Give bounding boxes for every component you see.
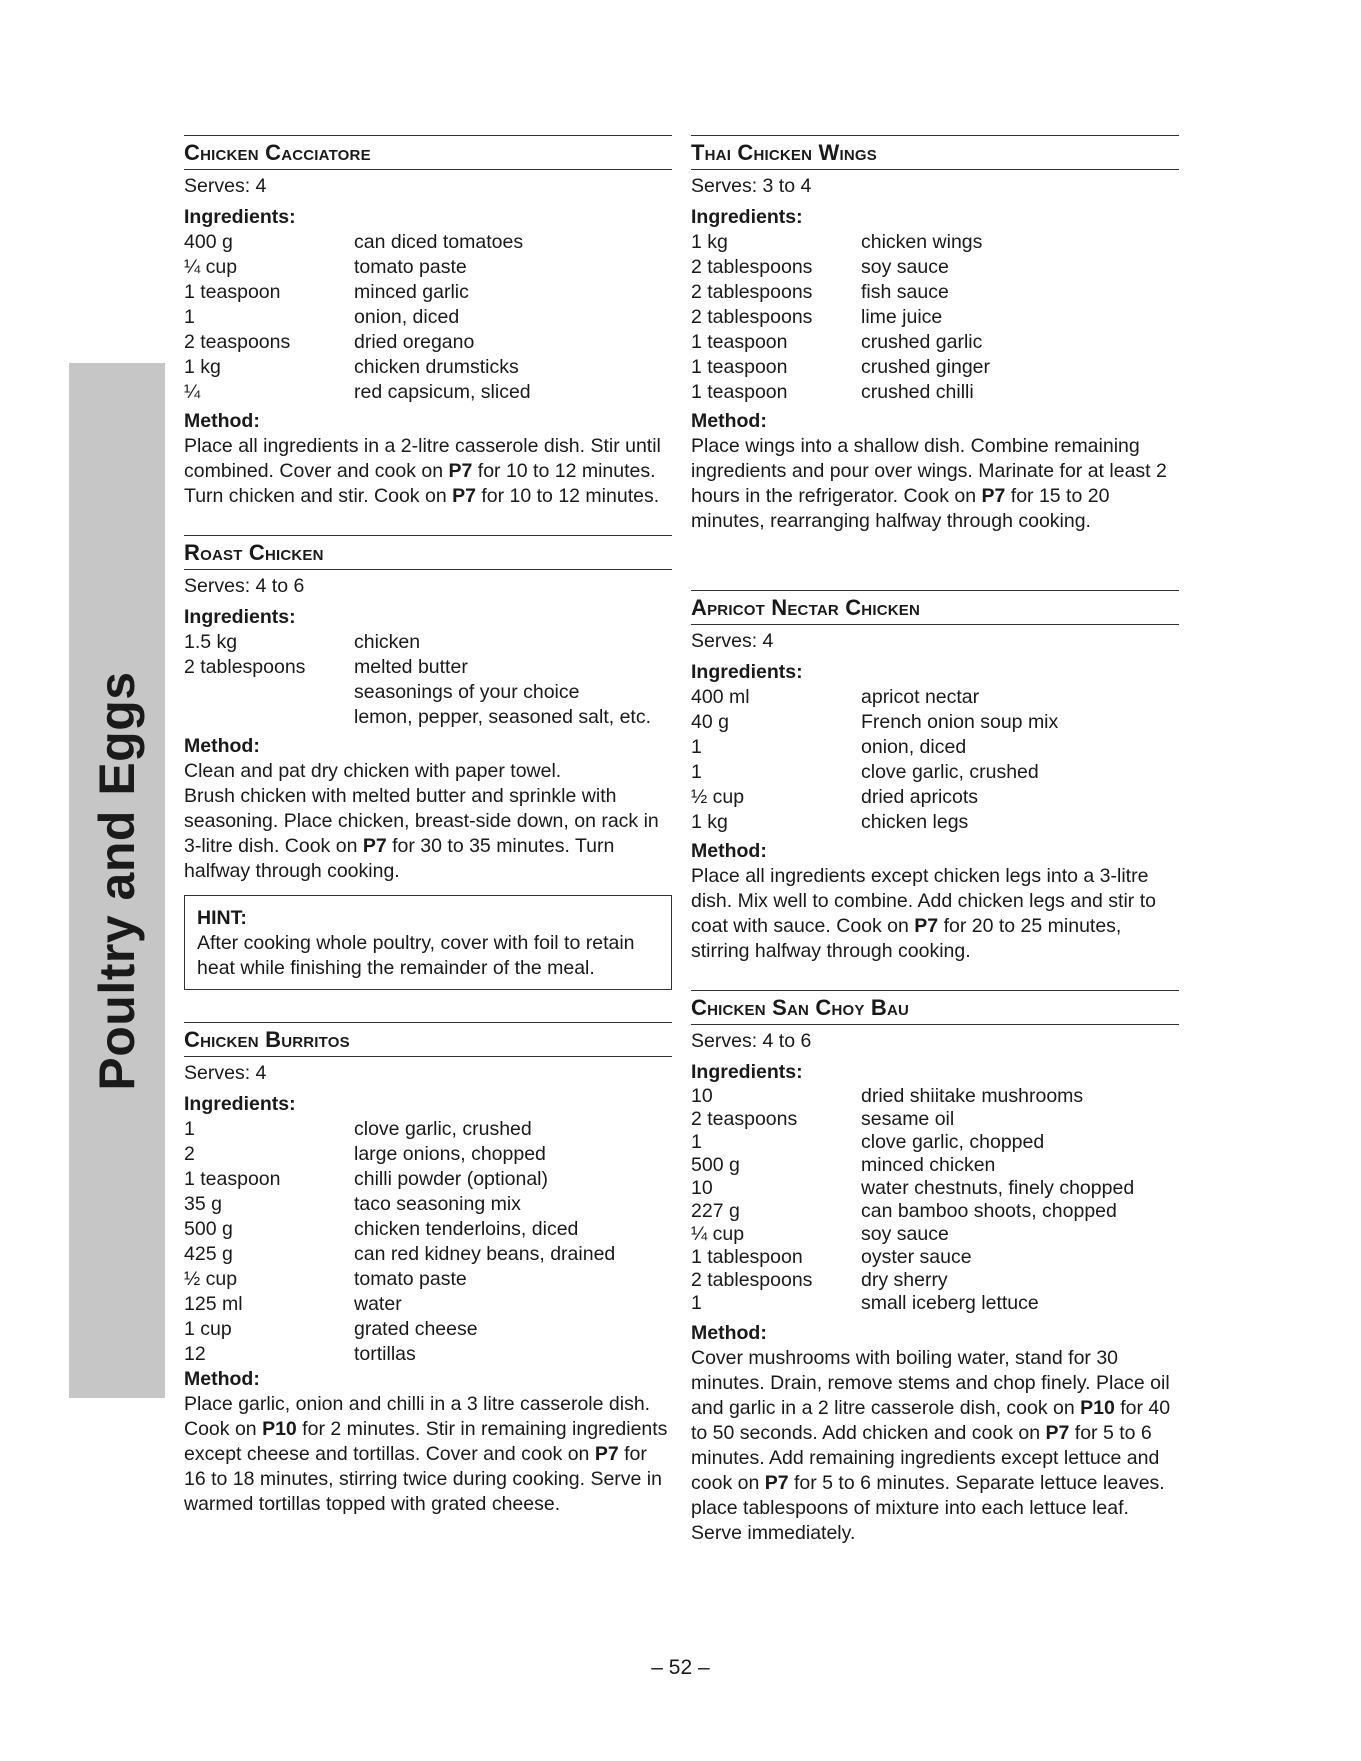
ingredient-row	[184, 355, 672, 380]
ingredient-quantity: 40 g	[691, 711, 729, 733]
recipe-title: Chicken Burritos	[184, 1022, 672, 1057]
ingredient-row	[184, 655, 672, 680]
ingredient-quantity: 10	[691, 1177, 713, 1199]
ingredient-row	[691, 785, 1179, 810]
ingredient-name: apricot nectar	[861, 686, 980, 708]
ingredient-quantity: 1	[691, 1292, 702, 1314]
ingredient-row	[184, 630, 672, 655]
ingredient-row	[184, 1292, 672, 1317]
left-column	[184, 135, 672, 1517]
ingredient-name: tomato paste	[354, 1268, 467, 1290]
ingredient-name: tomato paste	[354, 256, 467, 278]
ingredient-name: clove garlic, chopped	[861, 1131, 1045, 1153]
method-heading: Method:	[184, 735, 260, 757]
ingredient-quantity: 35 g	[184, 1193, 222, 1215]
method-text	[184, 784, 672, 884]
recipe-roast	[184, 535, 672, 895]
ingredients-list	[691, 230, 1179, 405]
page-number: – 52 –	[651, 1656, 710, 1679]
method-text	[691, 864, 1179, 964]
recipe-san-choy-bau	[691, 990, 1179, 1546]
ingredient-row	[691, 305, 1179, 330]
ingredient-name: lemon, pepper, seasoned salt, etc.	[354, 706, 652, 728]
serves-text: Serves: 4	[184, 175, 267, 197]
ingredient-quantity: 12	[184, 1343, 206, 1365]
method-segment: for 20 to 25 minutes, stirring halfway through cooking.	[691, 915, 1122, 962]
ingredient-quantity: 2 tablespoons	[691, 306, 813, 328]
ingredient-row	[184, 1242, 672, 1267]
ingredient-name: soy sauce	[861, 256, 949, 278]
ingredient-quantity: 1 teaspoon	[691, 356, 788, 378]
ingredient-row	[691, 230, 1179, 255]
ingredient-name: fish sauce	[861, 281, 949, 303]
ingredient-row	[691, 735, 1179, 760]
ingredient-name: sesame oil	[861, 1108, 955, 1130]
ingredient-quantity: 1 kg	[691, 811, 728, 833]
ingredient-name: can diced tomatoes	[354, 231, 524, 253]
ingredient-quantity: 400 ml	[691, 686, 750, 708]
right-column	[691, 135, 1179, 1546]
ingredient-row	[691, 1108, 1179, 1131]
ingredient-quantity: ¼ cup	[691, 1223, 745, 1245]
ingredient-name: onion, diced	[354, 306, 460, 328]
ingredients-heading: Ingredients:	[184, 1093, 296, 1115]
ingredient-row	[184, 705, 672, 730]
ingredients-list	[184, 630, 672, 730]
ingredient-name: water chestnuts, finely chopped	[861, 1177, 1135, 1199]
ingredient-quantity: 2 tablespoons	[184, 656, 306, 678]
ingredient-name: small iceberg lettuce	[861, 1292, 1039, 1314]
ingredient-name: seasonings of your choice	[354, 681, 580, 703]
method-text	[691, 434, 1179, 534]
ingredients-heading: Ingredients:	[691, 661, 803, 683]
power-level: P7	[448, 460, 473, 482]
ingredient-row	[184, 1317, 672, 1342]
ingredient-quantity: 1 tablespoon	[691, 1246, 803, 1268]
ingredient-quantity: 2 tablespoons	[691, 256, 813, 278]
method-segment: Place all ingredients except chicken legs into a 3-litre dish. Mix well to combine. Add chicken legs and stir to coat with sauce. Cook on	[691, 865, 1156, 937]
ingredient-name: melted butter	[354, 656, 468, 678]
ingredient-row	[691, 1269, 1179, 1292]
method-heading: Method:	[691, 410, 767, 432]
ingredient-name: tortillas	[354, 1343, 416, 1365]
ingredients-heading: Ingredients:	[184, 606, 296, 628]
method-segment: for 30 to 35 minutes. Turn halfway through cooking.	[184, 835, 615, 882]
ingredient-name: dried shiitake mushrooms	[861, 1085, 1084, 1107]
ingredient-name: can red kidney beans, drained	[354, 1243, 616, 1265]
ingredient-name: chicken wings	[861, 231, 983, 253]
ingredient-row	[691, 280, 1179, 305]
ingredient-quantity: ¼ cup	[184, 256, 238, 278]
ingredient-row	[184, 380, 672, 405]
ingredient-name: crushed garlic	[861, 331, 983, 353]
ingredient-row	[691, 1085, 1179, 1108]
recipe-apricot	[691, 590, 1179, 990]
serves-text: Serves: 4	[691, 630, 774, 652]
ingredient-row	[691, 810, 1179, 835]
ingredient-row	[691, 1292, 1179, 1315]
power-level: P7	[914, 915, 939, 937]
ingredient-row	[691, 1223, 1179, 1246]
hint-label: HINT:	[197, 907, 247, 929]
ingredients-heading: Ingredients:	[184, 206, 296, 228]
ingredient-row	[184, 230, 672, 255]
ingredient-quantity: ¼	[184, 381, 201, 403]
ingredient-name: dried oregano	[354, 331, 475, 353]
method-text	[691, 1346, 1179, 1546]
ingredient-quantity: 227 g	[691, 1200, 740, 1222]
ingredient-row	[691, 685, 1179, 710]
ingredients-list	[184, 230, 672, 405]
ingredient-row	[184, 680, 672, 705]
method-segment: for 40 to 50 seconds. Add chicken and cook on	[691, 1397, 1171, 1444]
serves-text: Serves: 4	[184, 1062, 267, 1084]
ingredient-quantity: 1 teaspoon	[184, 281, 281, 303]
power-level: P7	[452, 485, 476, 507]
method-text	[184, 1392, 672, 1517]
ingredient-row	[184, 255, 672, 280]
ingredient-quantity: 1 cup	[184, 1318, 232, 1340]
ingredient-name: clove garlic, crushed	[861, 761, 1039, 783]
ingredient-quantity: 1	[691, 736, 702, 758]
ingredient-row	[691, 710, 1179, 735]
ingredient-quantity: 500 g	[691, 1154, 740, 1176]
ingredient-row	[691, 1154, 1179, 1177]
ingredient-quantity: 1 teaspoon	[184, 1168, 281, 1190]
ingredient-name: clove garlic, crushed	[354, 1118, 532, 1140]
method-segment: for 5 to 6 minutes. Separate lettuce leaves. place tablespoons of mixture into each lettuce leaf. Serve immediately.	[691, 1472, 1165, 1544]
method-heading: Method:	[184, 1368, 260, 1390]
ingredient-row	[184, 1217, 672, 1242]
recipe-title: Apricot Nectar Chicken	[691, 590, 1179, 625]
method-heading: Method:	[184, 410, 260, 432]
method-heading: Method:	[691, 1322, 767, 1344]
serves-text: Serves: 3 to 4	[691, 175, 812, 197]
ingredient-name: taco seasoning mix	[354, 1193, 521, 1215]
ingredient-quantity: 2 teaspoons	[691, 1108, 798, 1130]
ingredient-name: chicken	[354, 631, 421, 653]
ingredient-quantity	[184, 680, 354, 705]
ingredient-name: dry sherry	[861, 1269, 948, 1291]
recipe-thai-wings	[691, 135, 1179, 590]
ingredient-quantity: ½ cup	[691, 786, 745, 808]
ingredient-row	[691, 1131, 1179, 1154]
ingredient-row	[184, 1342, 672, 1367]
method-segment: for 10 to 12 minutes. Turn chicken and stir. Cook on	[184, 460, 656, 507]
ingredient-row	[184, 1117, 672, 1142]
power-level: P10	[262, 1418, 297, 1440]
ingredient-row	[691, 380, 1179, 405]
ingredient-row	[691, 760, 1179, 785]
ingredient-name: water	[354, 1293, 402, 1315]
ingredient-quantity	[184, 705, 354, 730]
method-segment: Place garlic, onion and chilli in a 3 litre casserole dish. Cook on	[184, 1393, 651, 1440]
ingredient-row	[184, 1142, 672, 1167]
ingredient-name: chicken tenderloins, diced	[354, 1218, 579, 1240]
ingredients-list	[691, 1085, 1179, 1315]
method-segment: Cover mushrooms with boiling water, stand for 30 minutes. Drain, remove stems and chop finely. Place oil and garlic in a 2 litre casserole dish, cook on	[691, 1347, 1170, 1419]
ingredients-list	[184, 1117, 672, 1367]
ingredient-name: chicken drumsticks	[354, 356, 519, 378]
ingredient-quantity: 1 kg	[184, 356, 221, 378]
recipe-title: Chicken San Choy Bau	[691, 990, 1179, 1025]
recipe-cacciatore	[184, 135, 672, 535]
ingredient-quantity: 1	[184, 306, 195, 328]
ingredient-name: chicken legs	[861, 811, 969, 833]
ingredient-row	[691, 1246, 1179, 1269]
method-segment: for 5 to 6 minutes. Add remaining ingredients except lettuce and cook on	[691, 1422, 1160, 1494]
method-text	[184, 434, 672, 509]
ingredient-row	[184, 280, 672, 305]
ingredients-heading: Ingredients:	[691, 1061, 803, 1083]
ingredient-row	[184, 1267, 672, 1292]
ingredient-name: onion, diced	[861, 736, 967, 758]
method-segment: Brush chicken with melted butter and sprinkle with seasoning. Place chicken, breast-side down, on rack in 3-litre dish. Cook on	[184, 785, 659, 857]
ingredient-quantity: 425 g	[184, 1243, 233, 1265]
ingredient-quantity: 1	[691, 761, 702, 783]
ingredient-name: large onions, chopped	[354, 1143, 546, 1165]
ingredient-quantity: 1 kg	[691, 231, 728, 253]
power-level: P10	[1080, 1397, 1115, 1419]
method-segment: for 10 to 12 minutes.	[475, 485, 660, 507]
ingredient-quantity: 1	[184, 1118, 195, 1140]
ingredient-name: French onion soup mix	[861, 711, 1059, 733]
recipe-title: Thai Chicken Wings	[691, 135, 1179, 170]
method-heading: Method:	[691, 840, 767, 862]
ingredient-name: red capsicum, sliced	[354, 381, 531, 403]
power-level: P7	[362, 835, 387, 857]
ingredient-row	[691, 330, 1179, 355]
ingredient-quantity: 1	[691, 1131, 702, 1153]
ingredient-row	[184, 1167, 672, 1192]
ingredients-list	[691, 685, 1179, 835]
power-level: P7	[594, 1443, 619, 1465]
ingredient-quantity: 400 g	[184, 231, 233, 253]
ingredient-quantity: 1 teaspoon	[691, 381, 788, 403]
hint-text: After cooking whole poultry, cover with foil to retain heat while finishing the remainder of the meal.	[197, 932, 635, 979]
ingredients-heading: Ingredients:	[691, 206, 803, 228]
hint-box	[184, 895, 672, 990]
ingredient-quantity: 1 teaspoon	[691, 331, 788, 353]
ingredient-name: soy sauce	[861, 1223, 949, 1245]
method-segment: Place all ingredients in a 2-litre casserole dish. Stir until combined. Cover and cook on	[184, 435, 661, 482]
method-first-line: Clean and pat dry chicken with paper towel.	[184, 760, 562, 782]
serves-text: Serves: 4 to 6	[691, 1030, 812, 1052]
power-level: P7	[764, 1472, 789, 1494]
method-segment: for 2 minutes. Stir in remaining ingredients except cheese and tortillas. Cover and cook on	[184, 1418, 668, 1465]
recipe-title: Chicken Cacciatore	[184, 135, 672, 170]
ingredient-name: crushed ginger	[861, 356, 990, 378]
ingredient-quantity: 2 tablespoons	[691, 1269, 813, 1291]
method-segment: Place wings into a shallow dish. Combine remaining ingredients and pour over wings. Marinate for at least 2 hours in the refrigerator. Cook on	[691, 435, 1167, 507]
ingredient-quantity: 2	[184, 1143, 195, 1165]
section-tab	[69, 363, 165, 1398]
ingredient-quantity: 2 teaspoons	[184, 331, 291, 353]
ingredient-name: minced chicken	[861, 1154, 996, 1176]
ingredient-row	[184, 305, 672, 330]
recipe-burritos	[184, 1022, 672, 1517]
ingredient-quantity: 10	[691, 1085, 713, 1107]
serves-text: Serves: 4 to 6	[184, 575, 305, 597]
ingredient-row	[691, 255, 1179, 280]
ingredient-quantity: 500 g	[184, 1218, 233, 1240]
ingredient-row	[184, 1192, 672, 1217]
ingredient-name: grated cheese	[354, 1318, 478, 1340]
method-segment: for 15 to 20 minutes, rearranging halfway through cooking.	[691, 485, 1110, 532]
ingredient-name: dried apricots	[861, 786, 979, 808]
recipe-title: Roast Chicken	[184, 535, 672, 570]
ingredient-quantity: 125 ml	[184, 1293, 243, 1315]
ingredient-row	[691, 1200, 1179, 1223]
ingredient-quantity: 2 tablespoons	[691, 281, 813, 303]
ingredient-name: can bamboo shoots, chopped	[861, 1200, 1117, 1222]
ingredient-row	[691, 1177, 1179, 1200]
method-segment: for 16 to 18 minutes, stirring twice during cooking. Serve in warmed tortillas topped with grated cheese.	[184, 1443, 662, 1515]
section-tab-label: Poultry and Eggs	[89, 670, 145, 1091]
ingredient-name: minced garlic	[354, 281, 469, 303]
power-level: P7	[981, 485, 1006, 507]
ingredient-row	[691, 355, 1179, 380]
ingredient-name: chilli powder (optional)	[354, 1168, 549, 1190]
power-level: P7	[1045, 1422, 1070, 1444]
ingredient-quantity: 1.5 kg	[184, 631, 238, 653]
ingredient-row	[184, 330, 672, 355]
ingredient-name: crushed chilli	[861, 381, 974, 403]
ingredient-name: oyster sauce	[861, 1246, 972, 1268]
ingredient-name: lime juice	[861, 306, 943, 328]
ingredient-quantity: ½ cup	[184, 1268, 238, 1290]
